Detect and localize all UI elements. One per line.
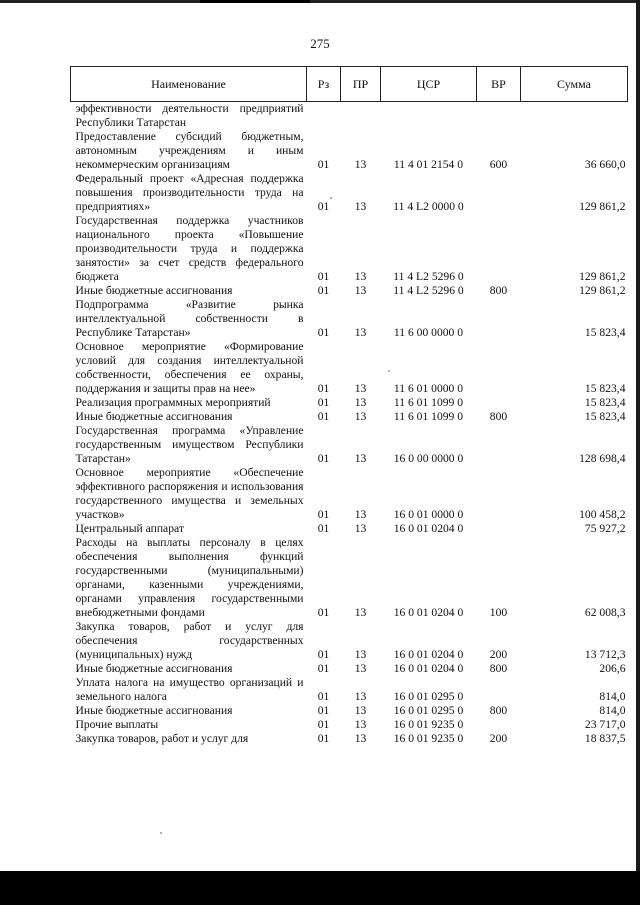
scan-speck xyxy=(388,370,390,372)
cell-csr: 16 0 01 0000 0 xyxy=(393,508,464,521)
cell-name: Иные бюджетные ассигнования xyxy=(75,662,233,675)
cell-sum: 814,0 xyxy=(599,690,626,703)
cell-pr: 13 xyxy=(354,270,367,283)
cell-name: Уплата налога на имущество организаций и земельного налога xyxy=(75,676,304,703)
cell-sum: 206,6 xyxy=(599,662,626,675)
cell-name: Иные бюджетные ассигнования xyxy=(75,284,233,297)
cell-csr: 16 0 00 0000 0 xyxy=(393,452,464,465)
table-row xyxy=(71,410,628,424)
cell-name: Основное мероприятие «Обеспечение эффективного распоряжения и использования государственного имущества и земельных участков» xyxy=(75,466,304,521)
cell-pr: 13 xyxy=(354,382,367,395)
cell-pr: 13 xyxy=(354,396,367,409)
table-row xyxy=(71,676,628,704)
cell-csr: 16 0 01 0295 0 xyxy=(393,690,464,703)
cell-vr xyxy=(477,340,521,396)
cell-vr xyxy=(477,424,521,466)
budget-table xyxy=(70,66,628,746)
cell-pr xyxy=(341,102,381,131)
header-rz: Рз xyxy=(307,67,341,102)
cell-csr: 16 0 01 0295 0 xyxy=(393,704,464,717)
cell-rz: 01 xyxy=(317,410,330,423)
scan-border-right xyxy=(636,0,640,905)
cell-vr: 600 xyxy=(489,158,508,171)
cell-pr: 13 xyxy=(354,326,367,339)
cell-sum: 129 861,2 xyxy=(579,284,626,297)
cell-rz: 01 xyxy=(317,704,330,717)
cell-sum: 75 927,2 xyxy=(584,522,626,535)
cell-vr xyxy=(477,214,521,284)
table-row xyxy=(71,620,628,662)
cell-name: Федеральный проект «Адресная поддержка повышения производительности труда на предприятиях» xyxy=(75,172,304,213)
table-row xyxy=(71,704,628,718)
cell-csr: 16 0 01 0204 0 xyxy=(393,522,464,535)
cell-sum: 128 698,4 xyxy=(579,452,626,465)
cell-sum: 129 861,2 xyxy=(579,270,626,283)
table-row xyxy=(71,662,628,676)
cell-pr: 13 xyxy=(354,732,367,745)
cell-csr: 16 0 01 9235 0 xyxy=(393,732,464,745)
cell-sum: 814,0 xyxy=(599,704,626,717)
cell-rz: 01 xyxy=(317,606,330,619)
cell-sum: 100 458,2 xyxy=(579,508,626,521)
header-pr: ПР xyxy=(341,67,381,102)
table-row xyxy=(71,732,628,746)
cell-pr: 13 xyxy=(354,606,367,619)
cell-sum: 15 823,4 xyxy=(584,410,626,423)
table-row xyxy=(71,536,628,620)
cell-vr: 800 xyxy=(489,704,508,717)
cell-name: Подпрограмма «Развитие рынка интеллектуальной собственности в Республике Татарстан» xyxy=(75,298,304,339)
cell-rz: 01 xyxy=(317,662,330,675)
cell-rz: 01 xyxy=(317,522,330,535)
scan-border-bottom xyxy=(0,871,640,905)
table-header xyxy=(71,67,628,102)
cell-pr: 13 xyxy=(354,648,367,661)
cell-sum: 129 861,2 xyxy=(579,200,626,213)
cell-rz: 01 xyxy=(317,718,330,731)
header-vr: ВР xyxy=(477,67,521,102)
cell-name: Государственная программа «Управление государственным имуществом Республики Татарстан» xyxy=(75,424,304,465)
cell-sum: 62 008,3 xyxy=(584,606,626,619)
scan-speck xyxy=(160,832,162,834)
table-row xyxy=(71,298,628,340)
page-number: 275 xyxy=(310,36,330,51)
cell-vr: 200 xyxy=(489,648,508,661)
cell-csr: 11 4 L2 5296 0 xyxy=(393,284,464,297)
cell-vr xyxy=(477,102,521,131)
cell-rz: 01 xyxy=(317,200,330,213)
cell-rz: 01 xyxy=(317,690,330,703)
cell-sum xyxy=(521,102,628,131)
cell-sum: 15 823,4 xyxy=(584,396,626,409)
cell-csr: 16 0 01 0204 0 xyxy=(393,606,464,619)
cell-pr: 13 xyxy=(354,410,367,423)
cell-rz: 01 xyxy=(317,452,330,465)
cell-rz: 01 xyxy=(317,284,330,297)
cell-name: Государственная поддержка участников национального проекта «Повышение производительности труда и поддержка занятости» за счет средств федерального бюджета xyxy=(75,214,304,283)
cell-pr: 13 xyxy=(354,158,367,171)
cell-csr: 16 0 01 9235 0 xyxy=(393,718,464,731)
cell-name: Закупка товаров, работ и услуг для xyxy=(75,732,249,745)
cell-sum: 18 837,5 xyxy=(584,732,626,745)
cell-sum: 15 823,4 xyxy=(584,326,626,339)
header-csr: ЦСР xyxy=(381,67,477,102)
cell-csr: 11 4 L2 0000 0 xyxy=(393,200,464,213)
cell-csr: 11 4 L2 5296 0 xyxy=(393,270,464,283)
cell-pr: 13 xyxy=(354,522,367,535)
table-row xyxy=(71,522,628,536)
header-row xyxy=(71,67,628,102)
cell-csr: 11 6 01 0000 0 xyxy=(393,382,464,395)
cell-sum: 23 717,0 xyxy=(584,718,626,731)
cell-name: Предоставление субсидий бюджетным, автономным учреждениям и иным некоммерческим организациям xyxy=(75,130,304,171)
cell-name: Основное мероприятие «Формирование условий для создания интеллектуальной собственности, обеспечения ее охраны, поддержания и защиты прав на нее» xyxy=(75,340,304,395)
cell-rz: 01 xyxy=(317,270,330,283)
table-row xyxy=(71,718,628,732)
cell-csr xyxy=(381,102,477,131)
cell-rz: 01 xyxy=(317,648,330,661)
cell-name: Иные бюджетные ассигнования xyxy=(75,704,233,717)
table-row xyxy=(71,424,628,466)
scan-top-mark xyxy=(200,0,310,3)
cell-rz: 01 xyxy=(317,508,330,521)
table-row xyxy=(71,396,628,410)
cell-name: эффективности деятельности предприятий Республики Татарстан xyxy=(75,102,304,129)
cell-pr: 13 xyxy=(354,690,367,703)
table-row xyxy=(71,214,628,284)
table-row xyxy=(71,466,628,522)
cell-sum: 15 823,4 xyxy=(584,382,626,395)
cell-name: Иные бюджетные ассигнования xyxy=(75,410,233,423)
cell-vr xyxy=(477,466,521,522)
cell-pr: 13 xyxy=(354,452,367,465)
cell-csr: 11 6 01 1099 0 xyxy=(393,410,464,423)
cell-vr xyxy=(477,676,521,704)
header-name: Наименование xyxy=(71,67,307,102)
cell-pr: 13 xyxy=(354,718,367,731)
cell-vr: 800 xyxy=(489,662,508,675)
cell-name: Расходы на выплаты персоналу в целях обеспечения выполнения функций государственными (муниципальными) органами, казенными учреждениями, органами управления государственными внебюджетными фондами xyxy=(75,536,304,619)
cell-sum: 13 712,3 xyxy=(584,648,626,661)
table-row xyxy=(71,130,628,172)
cell-csr: 11 6 01 1099 0 xyxy=(393,396,464,409)
cell-name: Закупка товаров, работ и услуг для обеспечения государственных (муниципальных) нужд xyxy=(75,620,304,661)
cell-pr: 13 xyxy=(354,284,367,297)
cell-vr: 100 xyxy=(489,606,508,619)
table-body xyxy=(71,102,628,747)
cell-vr: 200 xyxy=(489,732,508,745)
cell-rz: 01 xyxy=(317,382,330,395)
table-row xyxy=(71,102,628,131)
scan-border-top xyxy=(0,0,640,3)
cell-pr: 13 xyxy=(354,704,367,717)
cell-csr: 16 0 01 0204 0 xyxy=(393,648,464,661)
header-sum: Сумма xyxy=(521,67,628,102)
cell-rz: 01 xyxy=(317,732,330,745)
cell-sum: 36 660,0 xyxy=(584,158,626,171)
cell-pr: 13 xyxy=(354,662,367,675)
cell-name: Центральный аппарат xyxy=(75,522,184,535)
cell-vr xyxy=(477,522,521,536)
cell-rz: 01 xyxy=(317,158,330,171)
cell-rz xyxy=(307,102,341,131)
cell-vr xyxy=(477,172,521,214)
cell-csr: 11 4 01 2154 0 xyxy=(393,158,464,171)
table-row xyxy=(71,340,628,396)
table-row xyxy=(71,172,628,214)
cell-vr: 800 xyxy=(489,410,508,423)
cell-csr: 11 6 00 0000 0 xyxy=(393,326,464,339)
cell-vr xyxy=(477,396,521,410)
cell-pr: 13 xyxy=(354,508,367,521)
scan-speck xyxy=(330,197,332,199)
table-row xyxy=(71,284,628,298)
cell-csr: 16 0 01 0204 0 xyxy=(393,662,464,675)
cell-name: Прочие выплаты xyxy=(75,718,159,731)
cell-vr: 800 xyxy=(489,284,508,297)
cell-pr: 13 xyxy=(354,200,367,213)
cell-name: Реализация программных мероприятий xyxy=(75,396,271,409)
cell-rz: 01 xyxy=(317,396,330,409)
cell-vr xyxy=(477,718,521,732)
cell-vr xyxy=(477,298,521,340)
cell-rz: 01 xyxy=(317,326,330,339)
